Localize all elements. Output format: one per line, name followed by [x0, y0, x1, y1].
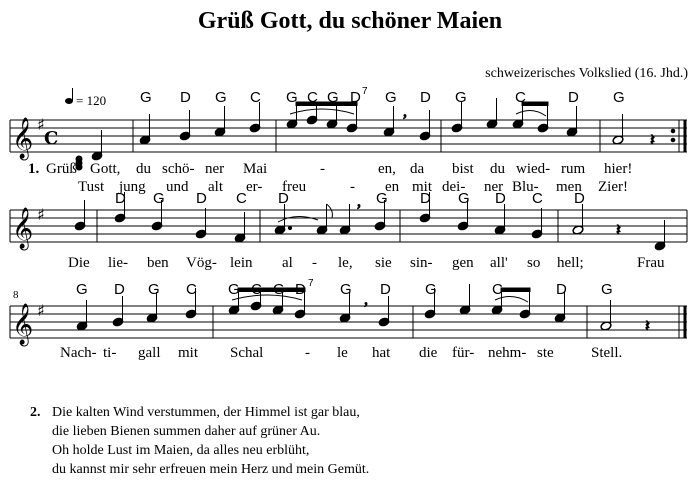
chord-symbol: D: [196, 190, 207, 207]
chord-symbol: D: [278, 190, 289, 207]
lyric-syllable: er-: [246, 179, 263, 195]
chord-symbol: G: [340, 281, 352, 298]
svg-text:𝄞: 𝄞: [12, 208, 34, 249]
chord-symbol: G: [148, 281, 160, 298]
svg-text:𝄽: 𝄽: [616, 220, 621, 239]
chord-symbol: G: [385, 89, 397, 106]
stanza-line: die lieben Bienen summen daher auf grüner Au.: [52, 424, 321, 439]
lyric-syllable: mit: [412, 179, 433, 195]
common-time-icon: C: [44, 128, 59, 149]
lyric-syllable: Stell.: [591, 345, 623, 361]
lyric-syllable: für-: [452, 345, 475, 361]
lyric-syllable: Tust: [78, 179, 105, 195]
lyric-syllable: Frau: [637, 255, 665, 271]
lyric-syllable: ste: [537, 345, 554, 361]
chords-system-3: [76, 278, 613, 298]
lyric-syllable: so: [527, 255, 541, 271]
staff-system-3: [10, 306, 687, 338]
lyric-syllable: mit: [178, 345, 199, 361]
svg-text:♯: ♯: [37, 205, 45, 224]
lyric-syllable: en,: [378, 161, 396, 177]
stanza-line: Die kalten Wind verstummen, der Himmel ist gar blau,: [52, 405, 360, 420]
chord-symbol: G: [613, 89, 625, 106]
chord-symbol: G: [458, 190, 470, 207]
staff-system-2: [10, 210, 687, 242]
song-title: Grüß Gott, du schöner Maien: [197, 8, 503, 34]
svg-text:♯: ♯: [37, 301, 45, 320]
clef-and-key-2: [12, 205, 45, 250]
chord-symbol: D: [495, 190, 506, 207]
lyric-syllable: gall: [138, 345, 161, 361]
lyric-syllable: hell;: [557, 255, 584, 271]
chord-symbol: D: [295, 281, 306, 298]
chord-symbol: G: [140, 89, 152, 106]
chord-symbol: G: [273, 281, 285, 298]
sharp-icon: ♯: [37, 115, 45, 134]
tempo-value: = 120: [76, 93, 107, 108]
chord-symbol: D: [115, 190, 126, 207]
svg-text:𝄽: 𝄽: [650, 130, 655, 149]
lyric-syllable: Die: [68, 255, 90, 271]
lyric-syllable: lein: [230, 255, 253, 271]
lyric-syllable: ti-: [103, 345, 117, 361]
lyric-syllable: ner: [484, 179, 504, 195]
lyric-syllable: da: [410, 161, 425, 177]
chords-system-1: [140, 86, 625, 106]
lyric-syllable: Gott,: [90, 161, 121, 177]
lyrics-system-2: [68, 255, 665, 271]
chord-symbol: G: [601, 281, 613, 298]
lyric-syllable: ben: [147, 255, 169, 271]
chord-symbol: D: [556, 281, 567, 298]
lyric-syllable: 1.: [28, 161, 40, 177]
lyric-syllable: Nach-: [60, 345, 97, 361]
lyric-syllable: -: [312, 255, 317, 271]
svg-text:,: ,: [364, 291, 368, 308]
lyric-syllable: en: [385, 179, 400, 195]
lyric-syllable: le,: [338, 255, 353, 271]
lyric-syllable: du: [136, 161, 151, 177]
stanza-2: [30, 403, 369, 479]
chord-symbol: D: [420, 190, 431, 207]
lyric-syllable: -: [305, 345, 310, 361]
lyric-syllable: Schal: [230, 345, 264, 361]
svg-text:,: ,: [403, 103, 407, 120]
stanza-number: 2.: [30, 405, 41, 420]
chord-symbol: C: [307, 89, 318, 106]
treble-clef-icon: 𝄞: [12, 118, 34, 159]
chord-symbol: C: [236, 190, 247, 207]
lyric-syllable: sin-: [410, 255, 433, 271]
chord-symbol: D: [574, 190, 585, 207]
lyric-syllable: Vög-: [186, 255, 217, 271]
lyric-syllable: -: [320, 161, 325, 177]
lyric-syllable: rum: [561, 161, 586, 177]
lyric-syllable: freu: [282, 179, 307, 195]
chord-symbol: C: [492, 281, 503, 298]
lyrics-system-1-verse-1: [28, 161, 632, 177]
tempo-mark: [65, 88, 106, 108]
lyric-syllable: nehm-: [488, 345, 527, 361]
measure-number: 8: [13, 289, 19, 301]
chord-symbol: C: [186, 281, 197, 298]
chord-symbol: 7: [308, 278, 314, 289]
lyric-syllable: men: [556, 179, 582, 195]
chord-symbol: G: [286, 89, 298, 106]
lyric-syllable: dei-: [442, 179, 466, 195]
lyric-syllable: wied-: [516, 161, 551, 177]
chord-symbol: D: [420, 89, 431, 106]
lyric-syllable: Blu-: [512, 179, 539, 195]
lyric-syllable: al: [282, 255, 293, 271]
chord-symbol: D: [180, 89, 191, 106]
lyric-syllable: ner: [205, 161, 225, 177]
chord-symbol: G: [327, 89, 339, 106]
lyric-syllable: hat: [372, 345, 391, 361]
lyric-syllable: hier!: [604, 161, 633, 177]
stanza-line: Oh holde Lust im Maien, da alles neu erblüht,: [52, 443, 310, 458]
svg-text:,: ,: [357, 193, 361, 210]
svg-text:𝄞: 𝄞: [12, 304, 34, 345]
lyric-syllable: all': [490, 255, 508, 271]
clef-and-key-3: [12, 301, 45, 346]
chord-symbol: G: [376, 190, 388, 207]
song-subtitle: schweizerisches Volkslied (16. Jhd.): [485, 66, 688, 81]
chord-symbol: C: [250, 89, 261, 106]
chord-symbol: G: [153, 190, 165, 207]
chord-symbol: G: [215, 89, 227, 106]
lyric-syllable: sie: [375, 255, 392, 271]
lyric-syllable: schö-: [162, 161, 195, 177]
staff-system-1: [10, 120, 687, 152]
lyric-syllable: le: [337, 345, 348, 361]
chord-symbol: G: [455, 89, 467, 106]
chord-symbol: 7: [362, 86, 368, 97]
svg-text:𝄽: 𝄽: [645, 316, 650, 335]
lyric-syllable: alt: [208, 179, 223, 195]
lyric-syllable: Grüß: [46, 161, 77, 177]
lyric-syllable: jung: [119, 179, 146, 195]
chord-symbol: G: [76, 281, 88, 298]
chord-symbol: D: [114, 281, 125, 298]
chord-symbol: C: [251, 281, 262, 298]
lyric-syllable: Mai: [243, 161, 268, 177]
stanza-line: du kannst mir sehr erfreuen mein Herz und mein Gemüt.: [52, 462, 370, 477]
lyric-syllable: und: [166, 179, 189, 195]
lyric-syllable: lie-: [108, 255, 128, 271]
lyric-syllable: Zier!: [598, 179, 628, 195]
chord-symbol: C: [515, 89, 526, 106]
chord-symbol: D: [350, 89, 361, 106]
lyric-syllable: -: [350, 179, 355, 195]
lyric-syllable: bist: [452, 161, 474, 177]
chord-symbol: D: [568, 89, 579, 106]
lyric-syllable: gen: [452, 255, 474, 271]
lyrics-system-3: [60, 345, 622, 361]
chord-symbol: D: [380, 281, 391, 298]
chord-symbol: G: [425, 281, 437, 298]
chord-symbol: G: [228, 281, 240, 298]
lyric-syllable: du: [490, 161, 505, 177]
lyric-syllable: die: [419, 345, 438, 361]
chord-symbol: C: [532, 190, 543, 207]
